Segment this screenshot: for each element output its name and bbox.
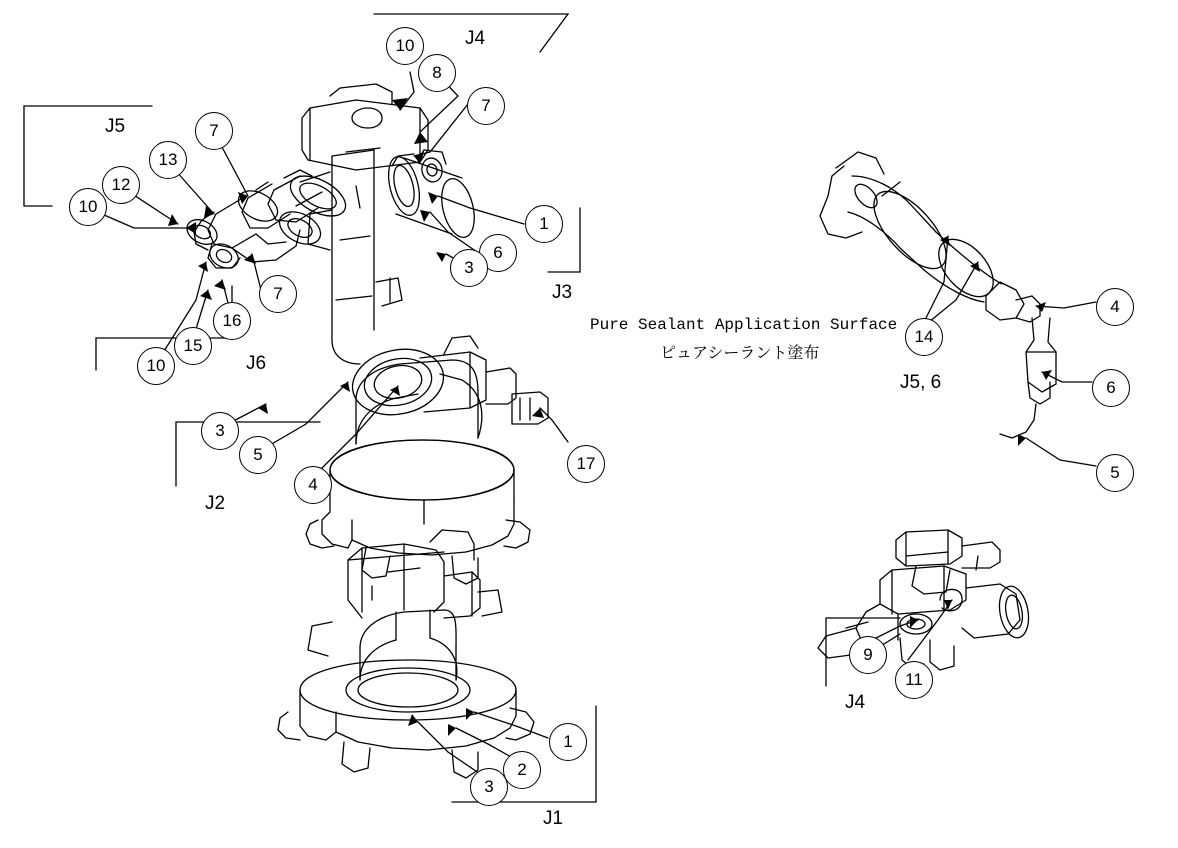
balloon-5-detail[interactable]: 5 [1096, 454, 1134, 492]
balloon-4-j2[interactable]: 4 [294, 466, 332, 504]
leader-lines [24, 14, 1096, 802]
main-robot-shoulder [346, 336, 548, 444]
balloon-8[interactable]: 8 [418, 54, 456, 92]
balloon-2[interactable]: 2 [503, 751, 541, 789]
axis-label-j6: J6 [246, 353, 267, 374]
balloon-6-j3[interactable]: 6 [479, 234, 517, 272]
balloon-12[interactable]: 12 [102, 166, 140, 204]
balloon-5-j2[interactable]: 5 [239, 436, 277, 474]
balloon-10-j4[interactable]: 10 [386, 27, 424, 65]
balloon-6-detail[interactable]: 6 [1092, 369, 1130, 407]
axis-label-j56: J5, 6 [900, 372, 942, 393]
note-pure-sealant-jp: ピュアシーラント塗布 [660, 343, 820, 362]
balloon-1-j3[interactable]: 1 [525, 205, 563, 243]
balloon-4-detail[interactable]: 4 [1096, 288, 1134, 326]
balloon-17[interactable]: 17 [567, 445, 605, 483]
axis-label-j2: J2 [205, 493, 226, 514]
bottom-base-view [278, 530, 534, 778]
balloon-13[interactable]: 13 [149, 141, 187, 179]
balloon-10-j5[interactable]: 10 [69, 188, 107, 226]
balloon-7-j4[interactable]: 7 [467, 87, 505, 125]
main-robot-upper-arm [308, 150, 402, 364]
balloon-14[interactable]: 14 [905, 318, 943, 356]
axis-label-j5: J5 [105, 116, 126, 137]
balloon-15[interactable]: 15 [174, 327, 212, 365]
balloon-11[interactable]: 11 [895, 661, 933, 699]
balloon-16[interactable]: 16 [213, 302, 251, 340]
axis-label-j1: J1 [543, 808, 564, 829]
main-robot-base [306, 440, 530, 584]
axis-label-j4-bottom: J4 [845, 692, 866, 713]
note-pure-sealant-en: Pure Sealant Application Surface [590, 316, 898, 334]
balloon-9[interactable]: 9 [849, 636, 887, 674]
balloon-7-j6[interactable]: 7 [259, 275, 297, 313]
balloon-10-j6[interactable]: 10 [137, 347, 175, 385]
balloon-3-j3[interactable]: 3 [450, 249, 488, 287]
axis-label-j4-top: J4 [465, 28, 486, 49]
balloon-3-j1[interactable]: 3 [470, 768, 508, 806]
axis-label-j3: J3 [552, 282, 573, 303]
balloon-3-j2[interactable]: 3 [201, 412, 239, 450]
main-robot-forearm [183, 168, 352, 273]
main-robot-j3-housing [302, 84, 428, 170]
balloon-1-j1[interactable]: 1 [549, 723, 587, 761]
balloon-7-j5[interactable]: 7 [195, 112, 233, 150]
